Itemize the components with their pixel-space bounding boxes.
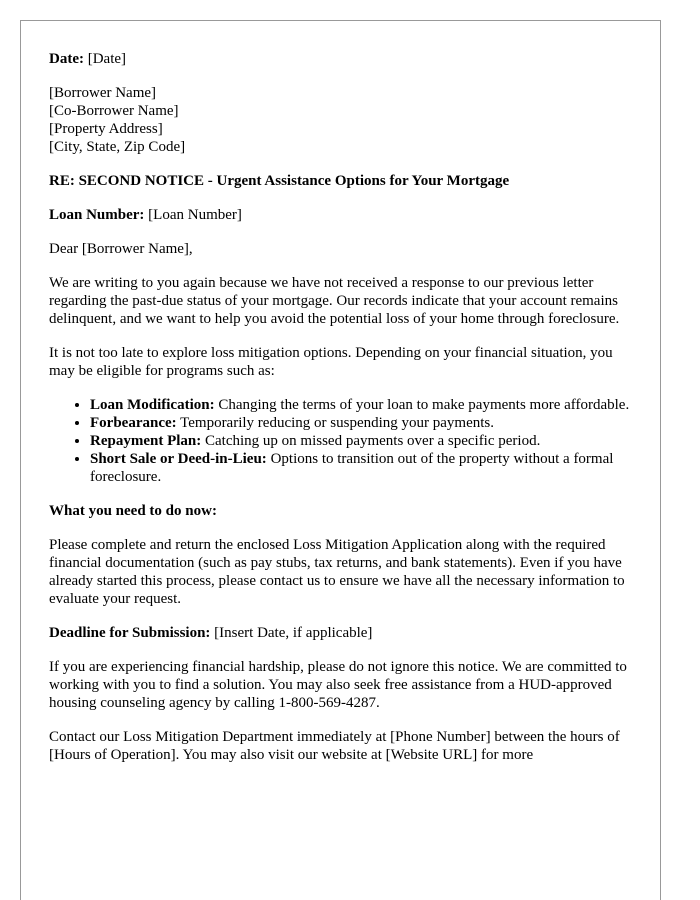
instructions-paragraph: Please complete and return the enclosed Loss Mitigation Application along with the required financial documentation (such as pay stubs, tax returns, and bank statements). Even if you have already started this process, please contact us to ensure we have all the necessary information to evaluate your request. bbox=[49, 537, 625, 607]
loan-number-value: [Loan Number] bbox=[148, 207, 242, 223]
todo-heading-text: What you need to do now: bbox=[49, 503, 217, 519]
letter-body bbox=[49, 50, 639, 780]
option-term: Loan Modification: bbox=[90, 397, 215, 413]
list-item bbox=[90, 432, 639, 450]
option-desc: Catching up on missed payments over a specific period. bbox=[205, 433, 541, 449]
date-label: Date: bbox=[49, 51, 84, 67]
options-list bbox=[49, 396, 639, 486]
date-value: [Date] bbox=[87, 51, 127, 67]
subject-text: RE: SECOND NOTICE - Urgent Assistance Options for Your Mortgage bbox=[49, 173, 510, 189]
option-desc: Options to transition out of the property without a formal foreclosure. bbox=[90, 451, 614, 485]
option-desc: Temporarily reducing or suspending your payments. bbox=[180, 415, 495, 431]
address-borrower-name: [Borrower Name] bbox=[49, 85, 157, 101]
option-term: Short Sale or Deed-in-Lieu: bbox=[90, 451, 267, 467]
hardship-paragraph: If you are experiencing financial hardship, please do not ignore this notice. We are committed to working with you to find a solution. You may also seek free assistance from a HUD-approved housing counseling agency by calling 1-800-569-4287. bbox=[49, 659, 627, 711]
address-city-state-zip: [City, State, Zip Code] bbox=[49, 139, 186, 155]
date-line bbox=[49, 50, 639, 68]
todo-heading bbox=[49, 502, 639, 520]
address-co-borrower-name: [Co-Borrower Name] bbox=[49, 103, 179, 119]
deadline-value: [Insert Date, if applicable] bbox=[214, 625, 373, 641]
address-property: [Property Address] bbox=[49, 121, 163, 137]
options-intro-paragraph: It is not too late to explore loss mitigation options. Depending on your financial situation, you may be eligible for programs such as: bbox=[49, 345, 613, 379]
recipient-address bbox=[49, 84, 639, 156]
contact-paragraph: Contact our Loss Mitigation Department immediately at [Phone Number] between the hours of [Hours of Operation]. You may also visit our website at [Website URL] for more bbox=[49, 729, 620, 763]
option-desc: Changing the terms of your loan to make payments more affordable. bbox=[218, 397, 630, 413]
list-item bbox=[90, 450, 639, 486]
loan-number-label: Loan Number: bbox=[49, 207, 145, 223]
loan-number-line bbox=[49, 206, 639, 224]
subject-line bbox=[49, 172, 639, 190]
salutation: Dear [Borrower Name], bbox=[49, 241, 193, 257]
intro-paragraph: We are writing to you again because we have not received a response to our previous letter regarding the past-due status of your mortgage. Our records indicate that your account remains delinquent, and we want to help you avoid the potential loss of your home through foreclosure. bbox=[49, 275, 620, 327]
letter-page bbox=[20, 20, 661, 900]
deadline-line bbox=[49, 624, 639, 642]
deadline-label: Deadline for Submission: bbox=[49, 625, 211, 641]
option-term: Forbearance: bbox=[90, 415, 177, 431]
list-item bbox=[90, 396, 639, 414]
option-term: Repayment Plan: bbox=[90, 433, 202, 449]
list-item bbox=[90, 414, 639, 432]
